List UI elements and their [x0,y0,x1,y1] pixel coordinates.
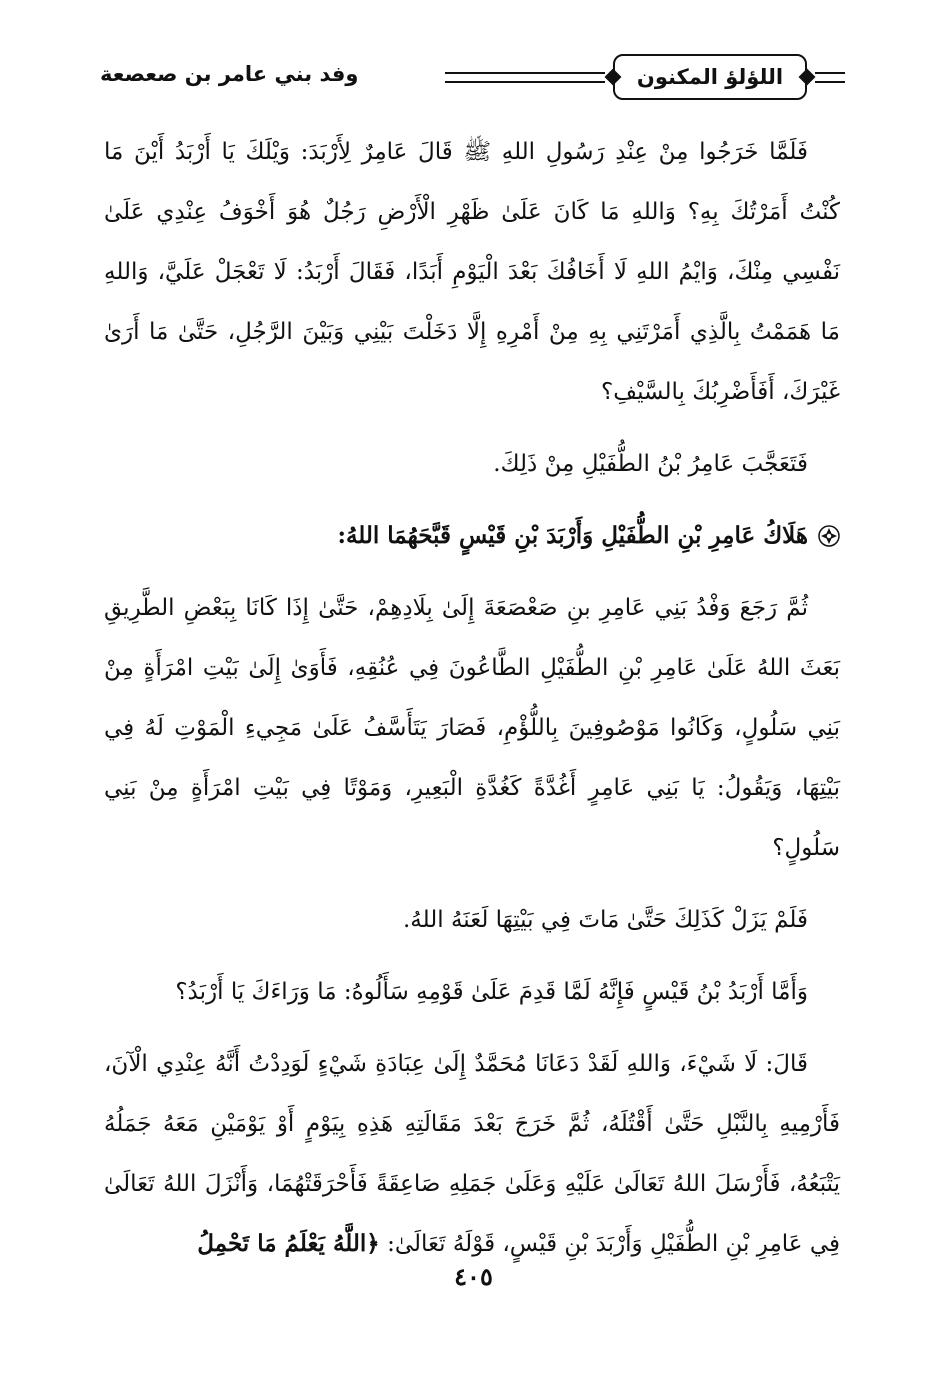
header-rule-right [815,72,845,83]
paragraph: فَلَمْ يَزَلْ كَذَلِكَ حَتَّىٰ مَاتَ فِي بَيْتِهَا لَعَنَهُ اللهُ. [402,907,808,933]
subheading-text: هَلَاكُ عَامِرِ بْنِ الطُّفَيْلِ وَأَرْبَدَ بْنِ قَيْسٍ قَبَّحَهُمَا اللهُ: [337,522,808,549]
paragraph: فَتَعَجَّبَ عَامِرُ بْنُ الطُّفَيْلِ مِنْ ذَلِكَ. [493,451,808,477]
book-title: اللؤلؤ المكنون [636,65,784,89]
section-subheading [104,506,840,566]
book-title-ornament-frame [613,54,807,100]
page-number: ٤٠٥ [454,1262,493,1291]
paragraph: ثُمَّ رَجَعَ وَفْدُ بَنِي عَامِرِ بنِ صَعْصَعَةَ إِلَىٰ بِلَادِهِمْ، حَتَّىٰ إِذَا كَانَا بِبَعْضِ الطَّرِيقِ بَعَثَ اللهُ عَلَىٰ عَامِرِ بْنِ الطُّفَيْلِ الطَّاعُونَ فِي عُنُقِهِ، فَأَوَىٰ إِلَىٰ بَيْتِ امْرَأَةٍ مِنْ بَنِي سَلُولٍ، وَكَانُوا مَوْصُوفِينَ بِاللُّؤْمِ، فَصَارَ يَتَأَسَّفُ عَلَىٰ مَجِيءِ الْمَوْتِ لَهُ فِي بَيْتِهَا، وَيَقُولُ: يَا بَنِي عَامِرٍ أَغُدَّةً كَغُدَّةِ الْبَعِيرِ، وَمَوْتًا فِي بَيْتِ امْرَأَةٍ مِنْ بَنِي سَلُولٍ؟ [104,595,840,861]
paragraph: وَأَمَّا أَرْبَدُ بْنُ قَيْسٍ فَإِنَّهُ لَمَّا قَدِمَ عَلَىٰ قَوْمِهِ سَأَلُوهُ: مَا وَرَاءَكَ يَا أَرْبَدُ؟ [175,979,808,1005]
chapter-title: وفد بني عامر بن صعصعة [100,62,359,86]
page-header [100,48,845,106]
paragraph-text: قَالَ: لَا شَيْءَ، وَاللهِ لَقَدْ دَعَانَا مُحَمَّدٌ إِلَىٰ عِبَادَةِ شَيْءٍ لَوَدِدْتُ أَنَّهُ عِنْدِي الْآنَ، فَأَرْمِيهِ بِالنَّبْلِ حَتَّىٰ أَقْتُلَهُ، ثُمَّ خَرَجَ بَعْدَ مَقَالَتِهِ هَذِهِ بِيَوْمٍ أَوْ يَوْمَيْنِ مَعَهُ جَمَلُهُ يَتْبَعُهُ، فَأَرْسَلَ اللهُ تَعَالَىٰ عَلَيْهِ وَعَلَىٰ جَمَلِهِ صَاعِقَةً فَأَحْرَقَتْهُمَا، وَأَنْزَلَ اللهُ تَعَالَىٰ فِي عَامِرِ بْنِ الطُّفَيْلِ وَأَرْبَدَ بْنِ قَيْسٍ، قَوْلَهُ تَعَالَىٰ: [104,1051,840,1257]
header-rule-middle [445,72,605,83]
paragraph-last [104,1034,840,1274]
page-body [104,122,840,1286]
flower-icon [818,525,840,547]
paragraph: فَلَمَّا خَرَجُوا مِنْ عِنْدِ رَسُولِ اللهِ ﷺ قَالَ عَامِرٌ لِأَرْبَدَ: وَيْلَكَ يَا أَرْبَدُ أَيْنَ مَا كُنْتُ أَمَرْتُكَ بِهِ؟ وَاللهِ مَا كَانَ عَلَىٰ ظَهْرِ الْأَرْضِ رَجُلٌ هُوَ أَخْوَفُ عِنْدِي عَلَىٰ نَفْسِي مِنْكَ، وَايْمُ اللهِ لَا أَخَافُكَ بَعْدَ الْيَوْمِ أَبَدًا، فَقَالَ أَرْبَدُ: لَا تَعْجَلْ عَلَيَّ، وَاللهِ مَا هَمَمْتُ بِالَّذِي أَمَرْتَنِي بِهِ مِنْ أَمْرِهِ إِلَّا دَخَلْتَ بَيْنِي وَبَيْنَ الرَّجُلِ، حَتَّىٰ مَا أَرَىٰ غَيْرَكَ، أَفَأَضْرِبُكَ بِالسَّيْفِ؟ [104,139,840,405]
quran-quote: ﴿اللَّهُ يَعْلَمُ مَا تَحْمِلُ [197,1230,380,1257]
